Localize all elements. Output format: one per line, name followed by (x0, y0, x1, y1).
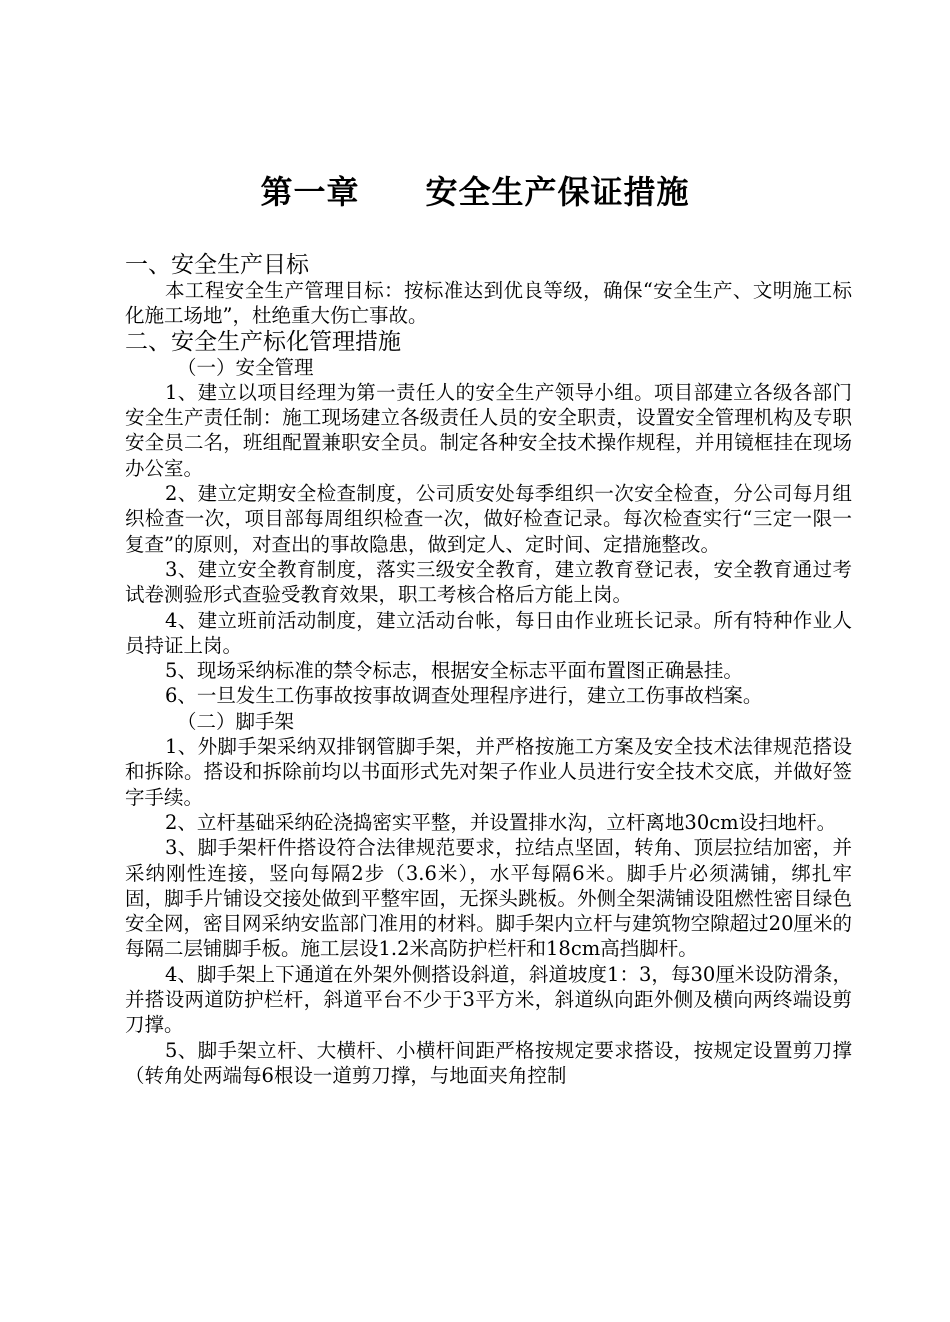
paragraph-item: 6、一旦发生工伤事故按事故调查处理程序进行，建立工伤事故档案。 (165, 684, 763, 708)
paragraph-item: 3、建立安全教育制度，落实三级安全教育，建立教育登记表，安全教育通过考试卷测验形式查验受教育效果，职工考核合格后方能上岗。 (125, 557, 852, 607)
paragraph-item: 2、建立定期安全检查制度，公司质安处每季组织一次安全检查，分公司每月组织检查一次，项目部每周组织检查一次，做好检查记录。每次检查实行“三定一限一复查”的原则，对查出的事故隐患，做到定人、定时间、定措施整改。 (125, 482, 852, 556)
paragraph-item: 4、建立班前活动制度，建立活动台帐，每日由作业班长记录。所有特种作业人员持证上岗。 (125, 608, 852, 657)
paragraph-item: 4、脚手架上下通道在外架外侧搭设斜道，斜道坡度1：3，每30厘米设防滑条，并搭设两道防护栏杆，斜道平台不少于3平方米，斜道纵向距外侧及横向两终端设剪刀撑。 (125, 962, 852, 1037)
section-heading-1: 一、安全生产目标 (125, 252, 309, 278)
document-body (125, 252, 852, 1088)
paragraph-item: 3、脚手架杆件搭设符合法律规范要求，拉结点坚固，转角、顶层拉结加密，并采纳刚性连接，竖向每隔2步（3.6米），水平每隔6米。脚手片必须满铺，绑扎牢固，脚手片铺设交接处做到平整牢固，无探头跳板。外侧全架满铺设阻燃性密目绿色安全网，密目网采纳安监部门准用的材料。脚手架内立杆与建筑物空隙超过20厘米的每隔二层铺脚手板。施工层设1.2米高防护栏杆和18cm高挡脚杆。 (125, 836, 852, 961)
subsection-heading-scaffolding: （二）脚手架 (177, 709, 295, 733)
paragraph-safety-goal: 本工程安全生产管理目标：按标准达到优良等级，确保“安全生产、文明施工标化施工场地”，杜绝重大伤亡事故。 (125, 279, 852, 328)
paragraph-item: 5、脚手架立杆、大横杆、小横杆间距严格按规定要求搭设，按规定设置剪刀撑（转角处两端每6根设一道剪刀撑，与地面夹角控制 (125, 1038, 852, 1087)
paragraph-item: 5、现场采纳标准的禁令标志，根据安全标志平面布置图正确悬挂。 (165, 659, 743, 683)
chapter-title: 第一章 安全生产保证措施 (260, 173, 690, 211)
subsection-heading-safety-management: （一）安全管理 (177, 355, 314, 379)
section-heading-2: 二、安全生产标化管理措施 (125, 328, 401, 355)
paragraph-item: 1、外脚手架采纳双排钢管脚手架，并严格按施工方案及安全技术法律规范搭设和拆除。搭设和拆除前均以书面形式先对架子作业人员进行安全技术交底，并做好签字手续。 (125, 735, 852, 809)
paragraph-item: 2、立杆基础采纳砼浇捣密实平整，并设置排水沟，立杆离地30cm设扫地杆。 (165, 810, 837, 834)
paragraph-item: 1、建立以项目经理为第一责任人的安全生产领导小组。项目部建立各级各部门安全生产责任制：施工现场建立各级责任人员的安全职责，设置安全管理机构及专职安全员二名，班组配置兼职安全员。制定各种安全技术操作规程，并用镜框挂在现场办公室。 (125, 380, 852, 480)
